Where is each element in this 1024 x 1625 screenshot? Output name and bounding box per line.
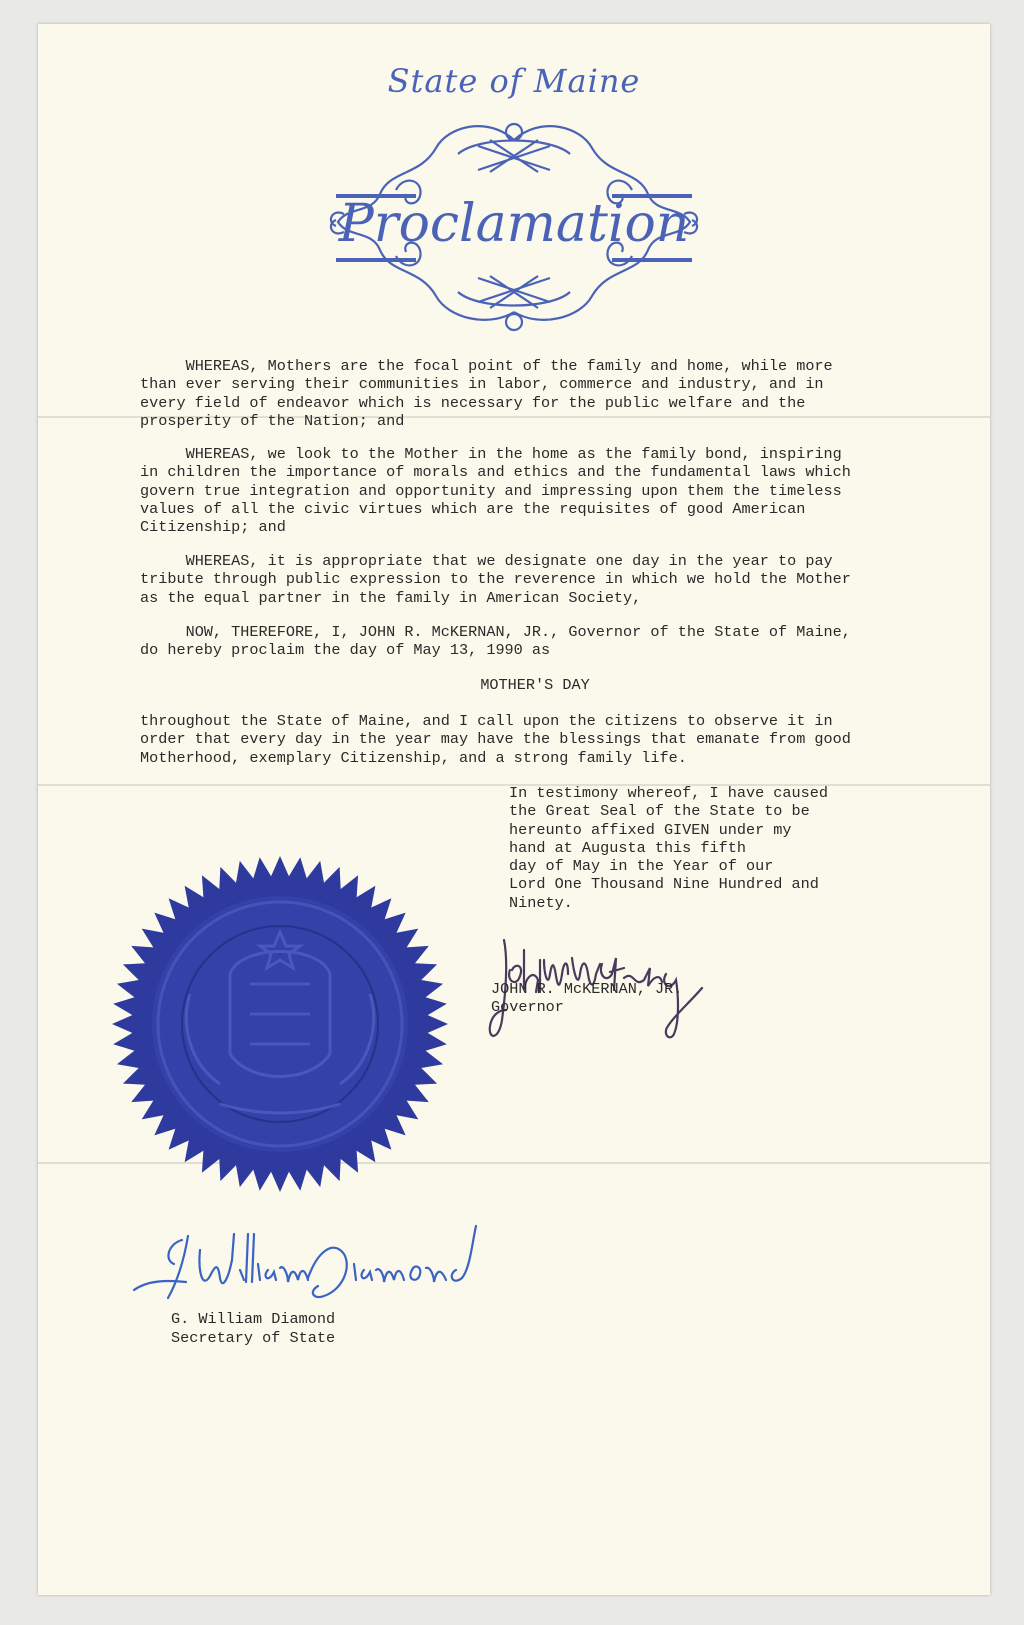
secretary-title: Secretary of State (171, 1329, 336, 1347)
proclaimed-day: MOTHER'S DAY (480, 676, 590, 694)
governor-title: Governor (491, 998, 564, 1016)
whereas-paragraph-1: WHEREAS, Mothers are the focal point of the family and home, while more than ever serving their communities in labor, commerce and industry, and in every field of endeavor which is necessary for the public welfare and the prosperity of the Nation; and (140, 357, 833, 430)
now-therefore-paragraph: NOW, THEREFORE, I, JOHN R. McKERNAN, JR., Governor of the State of Maine, do hereby proclaim the day of May 13, 1990 as (140, 623, 851, 660)
closing-paragraph: throughout the State of Maine, and I call upon the citizens to observe it in order that every day in the year may have the blessings that emanate from good Motherhood, exemplary Citizenship, and a strong family life. (140, 712, 851, 767)
secretary-signature (128, 1220, 528, 1310)
whereas-paragraph-2: WHEREAS, we look to the Mother in the home as the family bond, inspiring in children the importance of morals and ethics and the fundamental laws which govern true integration and opportunity and impressing upon them the timeless values of all the civic virtues which are the requisites of good American Citizenship; and (140, 445, 851, 537)
proclamation-title: Proclamation (338, 194, 690, 254)
testimony-text: In testimony whereof, I have caused the Great Seal of the State to be hereunto affixed GIVEN under my hand at Augusta this fifth day of May in the Year of our Lord One Thousand Nine Hundred and Ninety. (509, 784, 828, 912)
great-seal-icon (110, 854, 450, 1194)
state-heading: State of Maine (387, 62, 641, 100)
proclamation-document (38, 24, 990, 1595)
governor-name: JOHN R. McKERNAN, JR. (491, 980, 683, 998)
whereas-paragraph-3: WHEREAS, it is appropriate that we designate one day in the year to pay tribute through public expression to the reverence in which we hold the Mother as the equal partner in the family in American Society, (140, 552, 851, 607)
secretary-name: G. William Diamond (171, 1310, 336, 1328)
